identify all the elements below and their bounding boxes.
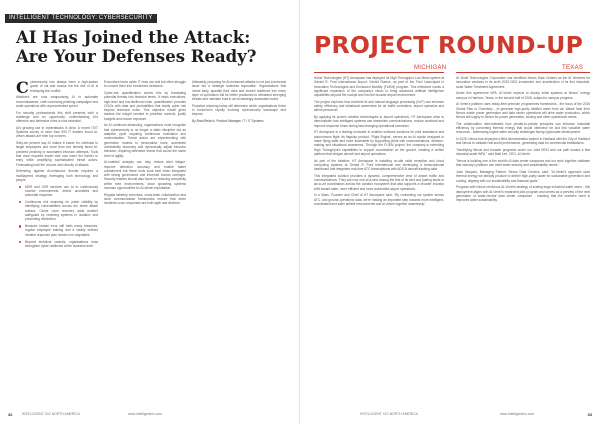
paragraph: By applying its proven aviation technologies to airport operations, HT Aerospace aims to demonstrate how intelligent systems can streamline communications, reduce workload and improve response times during fast-changing operational scenarios. <box>314 115 444 128</box>
paragraph: The project explores how real-time AI and natural language processing (NLP) can enhance safety, efficiency and situational awareness for air traffic controllers, airport operators and airline personnel. <box>314 99 444 113</box>
region-texas: TEXAS <box>562 65 584 71</box>
paragraph: "Identifying Nexus and broader programs under our Joint MOU and our path toward a first industrial-scale WPA," said Matt Lee, CEO, AI-Ventri. <box>456 148 590 157</box>
right-page <box>300 0 600 424</box>
paragraph: As AI continues advancing, organisations must recognise that cybersecurity is no longer a static discipline but an adaptive cycle requiring continuous evaluation and modernisation. Threat actors are experimenting with generative models to personalise lures, accelerate vulnerability discovery and dynamically adjust intrusion behavior, requiring defensive teams that sound the same level of agility. <box>104 123 186 158</box>
paragraph: Defending against AI-enhanced threats requires a multilayered strategy leveraging both technology and people. <box>16 169 98 182</box>
paragraph: Ultimately, preparing for AI-enhanced attacks is not just a technical issue but a strategic business imperative. Organisations that invest early, quantify their risks and embed resilience into every layer of operations will be better positioned to withstand emerging threats and maintain trust in an increasingly automated world. <box>192 80 286 102</box>
paragraph: "Nexus is building one of the world's AI data center campuses and our work together validates that industry's platform can meet water security and sustainability needs." <box>456 159 590 168</box>
paragraph: Cyber-risk quantification solves this by translating potential threats into financial terms. It helps executives: high-level and low-likelihood risks, quantification provides CISOs with data and probabilities that clarify cyber risk beyond technical noise. This objective model gives leaders the insight needed to prioritise controls, justify budgets and reduce exposure. <box>104 90 186 121</box>
paragraph: Executives know cyber IT risks are real but often struggle to convert them into investment decisions. <box>104 80 186 89</box>
bullet-item: Continuous risk scanning for patch visibility by identifying vulnerabilities across the entire attack surface. Closer room recovery adds another safeguard by restoring systems in isolation and preventing reinfection. <box>19 200 98 221</box>
right-footer <box>300 411 600 418</box>
article-headline <box>16 28 286 66</box>
paragraph: Regular tabletop exercises, cross-team collaboration and clear communication frameworks ensure that when incidents occur responses are both agile and decisive. <box>104 192 186 206</box>
author-byline: By Brad Belsich, Product Manager, IT / IT Systems <box>192 119 264 124</box>
article-column-2 <box>104 80 186 208</box>
left-footer <box>0 411 299 418</box>
michigan-column <box>314 76 444 209</box>
section-label: INTELLIGENT TECHNOLOGY: CYBERSECURITY <box>5 14 157 23</box>
paragraph: Sixty-six percent say AI makes it easier for criminals to target employees and more than two already faced AI-powered phishing or automated intrusion attempts. Tools that once required expert skill now lower the barrier to entry while amplifying sophisticated threat actors. Forecasting both the volume and velocity of attacks. <box>16 141 98 167</box>
paragraph: AI's growing use in cyberattacks is clear. A recent IT/IT Systems survey of more than 900 IT leaders found AI-driven attacks are their top concern. <box>16 125 98 139</box>
paragraph: Attackers are now weaponising AI to automate reconnaissance, craft convincing phishing campaigns and scale operations with unprecedented speed. <box>16 95 98 108</box>
headline-line-1: AI Has Joined the Attack: <box>16 28 251 47</box>
article-column-3 <box>192 80 286 126</box>
website-link[interactable]: www.intelligentcio.com <box>128 412 163 416</box>
publication-name: INTELLIGENT CIO NORTH AMERICA <box>360 412 418 416</box>
paragraph: In 2025, Nexus has deployed a field demonstration system in Hartland with the City of Hartland and Nexus to validate real-world performance, generating data for commercial installations. <box>456 137 590 146</box>
paragraph: For security professionals this shift presents both a challenge and an opportunity: understanding AI's offensive and defensive roles is now essential. <box>16 110 98 124</box>
paragraph: AI Ventri Technologies Corporation has identified Nexus Data Centers as the AI Ventures for innovative ventures in its sixth 2025 NEO investment and acceleration of its first industrial-scale Water Treatment Agreement. <box>456 76 590 89</box>
paragraph: Juan Vasquez, Managing Partner, Nexus Data Centers, said: "AI-Ventri's approach uses thermal energy we already produce to deliver high-purity water for sustainable generation and cooling, aligning with our sustainability and financial goals." <box>456 170 590 183</box>
bullet-item: Beyond technical controls, organisations must strengthen cyber resilience at the business level. <box>19 240 98 249</box>
drop-cap: C <box>16 77 29 97</box>
paragraph: HT Aerospace is a leading innovator in aviation software solutions for pilot assistance and autonomous flight. Its flagship product, 'Flight Engine', serves as an AI copilot designed to make flying safer and more accessible by supporting pilots with communications, decision-making and situational awareness. Through the FLIEM project, the company is extending High Throughput's capabilities to support coordination on the ground, creating a unified platform that bridges aircraft and airport operations. <box>314 130 444 156</box>
paragraph: AI Ventri's platform uses ready-fleet premium programmes frameworks - the focus of the 2025 Global Plan in Chemistry - to generate high-purity distilled water from air. Waste heat from Nexus onsite power generation and data center operations will drive water production, which Nexus will supply to Nexus for power generation, cooling and other operational needs. <box>456 102 590 120</box>
texas-column <box>456 76 590 205</box>
paragraph: As part of the initiative, HT Aerospace is installing on-site radio reception and cloud computing systems at Gerald R. Ford International and developing a transcriptional dashboard that integrates real-time ATC transcriptions with ADS-B aircraft tracking data. <box>314 158 444 172</box>
intro-paragraph <box>16 77 98 97</box>
paragraph: AI-enabled analysis can help reduce alert fatigue, improve detection accuracy and enable faster containment but these tools work best when integrated with strong governance and informed human oversight. Security leaders should also focus on reducing complexity within their environments, since sprawling systems increase opportunities for AI-driven exploitation. <box>104 160 186 190</box>
article-column-1 <box>16 77 98 251</box>
page-number: 33 <box>587 412 592 417</box>
website-link[interactable]: www.intelligentcio.com <box>500 412 535 416</box>
page-number: 32 <box>8 412 13 417</box>
paragraph: Hubel Technologies (HT) Aerospace has deployed its High Throughput Low Mesh system at Gerald R. Ford International Airport. Gerald Ramos, as part of the Ford Launchpad in Innovation Technologies and Enhanced Mobility (FLIEM) program. This milestone marks a significant expansion of the company's vision to bring advanced artificial intelligence capabilities beyond the cockpit and into the broader airport environment. <box>314 76 444 98</box>
paragraph: The collaboration demonstrates how private-to-private principles can enhance industrial efficiency by converting thermal energy that would otherwise be lost into valuable water resources - addressing urgent water security challenges facing hyperscale development. <box>456 121 590 135</box>
publication-name: INTELLIGENT CIO NORTH AMERICA <box>22 412 80 416</box>
paragraph: Proactive planning today will determine which organisations thrive in tomorrow's rapidly evolving cybersecurity landscape and beyond. <box>192 103 286 117</box>
paragraph: In a Mass, Founder and Chief of HT Aerospace said: "By connecting our system across ATC, and ground operations data, we're making an important step towards more intelligent, coordinated and safer airfield environments and AI-driven together seamlessly." <box>314 193 444 207</box>
paragraph: Progress with Nexus reinforces AI-Ventri's strategy of scaling large industrial water users - this deployment aligns with AI-Ventri's expanded pilot program and serves as a preview of the next generation of water-neutral data center campuses - showing that the market's need is improved water sustainability. <box>456 185 590 203</box>
paragraph: This integrated solution provides a dynamic, comprehensive view of airport traffic and communications. They are now one-of-a-kind among the first of its kind and pairing lands to air-to-air coordination across the aviation ecosystem that also supports a broader industry shift toward safer, more efficient and more automated airport operations. <box>314 173 444 191</box>
region-divider <box>456 72 590 73</box>
bullet-item: Because human error still fuels many breaches, regular employee training and a clearly defined incident response plan remain non-negotiable. <box>19 224 98 237</box>
region-header <box>314 64 590 73</box>
headline-line-2: Are Your Defenses Ready? <box>16 47 257 66</box>
region-divider <box>314 72 444 73</box>
bullet-item: MDR and XDR services use AI to continuously monitor environments, detect anomalies and automate response. <box>19 185 98 198</box>
paragraph: Under this agreement NPA, AI-Ventri expects to deploy initial systems at Nexus' energy campus in Harrison, Texas, in the second half of 2026, subject to campus progress. <box>456 91 590 100</box>
intro-text: ybersecurity has always been a high-stakes game of cat and mouse but the rise of AI is reshaping the conflict. <box>30 80 98 93</box>
bullet-list <box>16 185 98 249</box>
roundup-title: PROJECT ROUND-UP <box>314 31 584 59</box>
region-michigan: MICHIGAN <box>414 65 447 71</box>
